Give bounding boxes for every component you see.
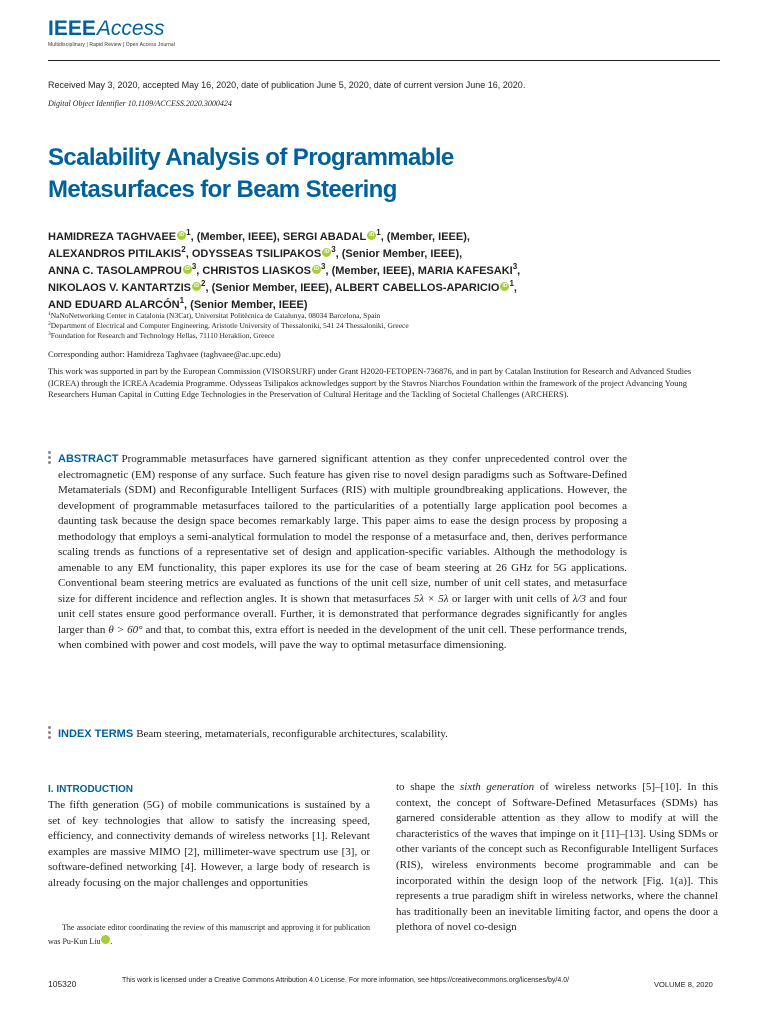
funding-statement: This work was supported in part by the European Commission (VISORSURF) under Grant H2020-FETOPEN-736876, and in part by Catalan Institution for Research and Advanced Studies (ICREA) through the ICREA Academia Programme. Odysseas Tsilipakos acknowledges support by the Stavros Niarchos Foundation within the framework of the project Advancing Young Researchers Human Capital in Cutting Edge Technologies in the Preservation of Cultural Heritage and the Tackling of Societal Challenges (ARCHERS). (48, 366, 692, 399)
abstract-text: and four unit cell states ensure good performance overall. Further, it is demonstrated that performance degrades significantly for angles larger than (58, 592, 627, 636)
header-divider (48, 60, 720, 61)
abstract-math: θ > 60° (108, 623, 143, 636)
abstract-math: λ/3 (572, 592, 587, 605)
orcid-icon[interactable]: iD (369, 232, 375, 238)
author-role: , (Member, IEEE), (380, 231, 470, 243)
author-role: , (Senior Member, IEEE), (205, 282, 335, 294)
author-role: , (Senior Member, IEEE), (335, 248, 463, 260)
affil-sup: 1 (179, 296, 185, 305)
affil-sup: 1 (186, 228, 191, 237)
abstract-text: or larger with unit cells of (448, 592, 573, 605)
logo-access: Access (96, 17, 165, 40)
index-terms (58, 727, 658, 742)
doi: Digital Object Identifier 10.1109/ACCESS.2020.3000424 (48, 99, 232, 108)
corresponding-author: Corresponding author: Hamidreza Taghvaee (taghvaee@ac.upc.edu) (48, 349, 281, 359)
body-text: of wireless networks [5]–[10]. In this context, the concept of Software-Defined Metasurfaces (SDMs) has garnered considerable attention as they allow to modify at will the characteristics of the waves that impinge on it [11]–[13]. Using SDMs or other variants of the concept such as Reconfigurable Intelligent Surfaces (RIS), wireless environments become programmable and can be incorporated within the design loop of the network [Fig. 1(a)]. This represents a true paradigm shift in wireless networks, where the channel has traditionally been an inevitable limiting factor, and opens the door a plethora of novel co-design (396, 781, 718, 934)
affil-sup: 1 (509, 279, 514, 288)
author-sep: , (185, 248, 192, 260)
orcid-icon[interactable]: iD (101, 935, 110, 944)
author-prefix: AND (48, 299, 75, 311)
logo-wordmark (48, 18, 175, 40)
author-name: ANNA C. TASOLAMPROU (48, 265, 182, 277)
index-terms-heading: INDEX TERMS (58, 728, 134, 740)
author-role: , (Senior Member, IEEE) (184, 299, 308, 311)
affiliation-text: Foundation for Research and Technology Hellas, 71110 Heraklion, Greece (50, 331, 275, 340)
abstract-text: Programmable metasurfaces have garnered significant attention as they confer unprecedented control over the electromagnetic (EM) response of any surface. Such feature has given rise to novel design paradigms such as Software-Defined Metamaterials (SDM) and Reconfigurable Intelligent Surfaces (RIS) with multiple groundbreaking applications. However, the development of programmable metasurfaces tailored to the particularities of a potentially large application pool becomes a daunting task because the design space becomes remarkably large. This paper aims to ease the design process by proposing a methodology that employs a semi-analytical formulation to model the response of a metasurface and, then, derives performance scaling trends as functions of a representative set of design and application-specific variables. Although the methodology is amenable to any EM functionality, this paper explores its use for the case of beam steering at 26 GHz for 5G applications. Conventional beam steering metrics are evaluated as functions of the unit cell size, number of unit cell states, and metasurface size for different incidence and reflection angles. It is shown that metasurfaces (58, 453, 627, 605)
orcid-icon[interactable]: iD (179, 232, 185, 238)
author-name: CHRISTOS LIASKOS (202, 265, 311, 277)
affil-sup: 3 (512, 262, 518, 271)
license-notice[interactable]: This work is licensed under a Creative Commons Attribution 4.0 License. For more information, see https://creativecommons.org/licenses/by/4.0/ (122, 977, 570, 984)
logo-tagline: Multidisciplinary | Rapid Review | Open Access Journal (48, 42, 175, 48)
journal-logo (48, 18, 175, 48)
footnote-text: The associate editor coordinating the review of this manuscript and approving it for publication was Pu-Kun Liu (48, 923, 370, 946)
left-column (48, 783, 370, 892)
author-name: EDUARD ALARCÓN (74, 299, 180, 311)
affil-sup: 3 (331, 245, 336, 254)
affil-sup: 2 (201, 279, 206, 288)
affiliation-number: 3 (48, 331, 51, 337)
affiliation-number: 1 (48, 311, 51, 317)
abstract-text: and that, to combat this, extra effort is needed in the development of the unit cell. These performance trends, when combined with power and cost models, will pave the way to optimal metasurface dimensioning. (58, 623, 627, 651)
author-role: , (Member, IEEE), (325, 265, 418, 277)
editor-footnote (48, 921, 370, 949)
orcid-icon[interactable]: iD (502, 283, 508, 289)
orcid-icon[interactable]: iD (324, 249, 330, 255)
author-sep: , (517, 265, 521, 277)
author-name: ODYSSEAS TSILIPAKOS (191, 248, 322, 260)
section-heading: I. INTRODUCTION (48, 784, 133, 795)
logo-ieee: IEEE (48, 17, 96, 40)
author-name: HAMIDREZA TAGHVAEE (48, 231, 177, 243)
author-name: ALBERT CABELLOS-APARICIO (334, 282, 500, 294)
affiliation (48, 331, 688, 341)
affiliation (48, 321, 688, 331)
abstract-math: 5λ × 5λ (413, 592, 449, 605)
author-name: NIKOLAOS V. KANTARTZIS (48, 282, 192, 294)
body-emphasis: sixth generation (460, 781, 535, 793)
affil-sup: 2 (181, 245, 186, 254)
abstract-heading: ABSTRACT (58, 453, 119, 465)
affiliation-text: NaNoNetworking Center in Catalonia (N3Cat), Universitat Politècnica de Catalunya, 08034 Barcelona, Spain (50, 311, 381, 320)
page-number: 105320 (48, 979, 77, 989)
affil-sup: 1 (376, 228, 381, 237)
author-list (48, 229, 688, 314)
intro-paragraph: The fifth generation (5G) of mobile communications is sustained by a set of key technologies that allow to satisfy the increasing speed, efficiency, and connectivity demands of wireless networks [1]. Relevant examples are massive MIMO [2], millimeter-wave spectrum use [3], or software-defined networking [4]. However, a large body of research is already focusing on the major challenges and opportunities (48, 799, 370, 889)
affil-sup: 3 (191, 262, 197, 271)
orcid-icon[interactable]: iD (194, 283, 200, 289)
affiliations (48, 311, 688, 341)
affiliation-number: 2 (48, 321, 51, 327)
index-terms-text: Beam steering, metamaterials, reconfigurable architectures, scalability. (136, 728, 448, 740)
right-column (396, 780, 718, 936)
author-sep: , (196, 265, 203, 277)
affiliation-text: Department of Electrical and Computer Engineering, Aristotle University of Thessaloniki, 541 24 Thessaloniki, Greece (50, 321, 409, 330)
affil-sup: 3 (321, 262, 326, 271)
volume-label: VOLUME 8, 2020 (654, 980, 713, 989)
author-sep: , (513, 282, 517, 294)
abstract-marker-icon (48, 451, 51, 466)
received-dates: Received May 3, 2020, accepted May 16, 2020, date of publication June 5, 2020, date of current version June 16, 2020. (48, 80, 526, 90)
author-name: MARIA KAFESAKI (417, 265, 513, 277)
author-name: ALEXANDROS PITILAKIS (48, 248, 182, 260)
author-name: SERGI ABADAL (282, 231, 367, 243)
orcid-icon[interactable]: iD (184, 266, 190, 272)
affiliation (48, 311, 688, 321)
author-role: , (Member, IEEE), (190, 231, 283, 243)
body-text: to shape the (396, 781, 460, 793)
paper-title: Scalability Analysis of Programmable Metasurfaces for Beam Steering (48, 144, 454, 203)
orcid-icon[interactable]: iD (314, 266, 319, 272)
intro-paragraph-continued (396, 780, 718, 936)
footnote-end: . (110, 937, 113, 946)
index-terms-marker-icon (48, 726, 51, 741)
abstract (58, 452, 627, 654)
